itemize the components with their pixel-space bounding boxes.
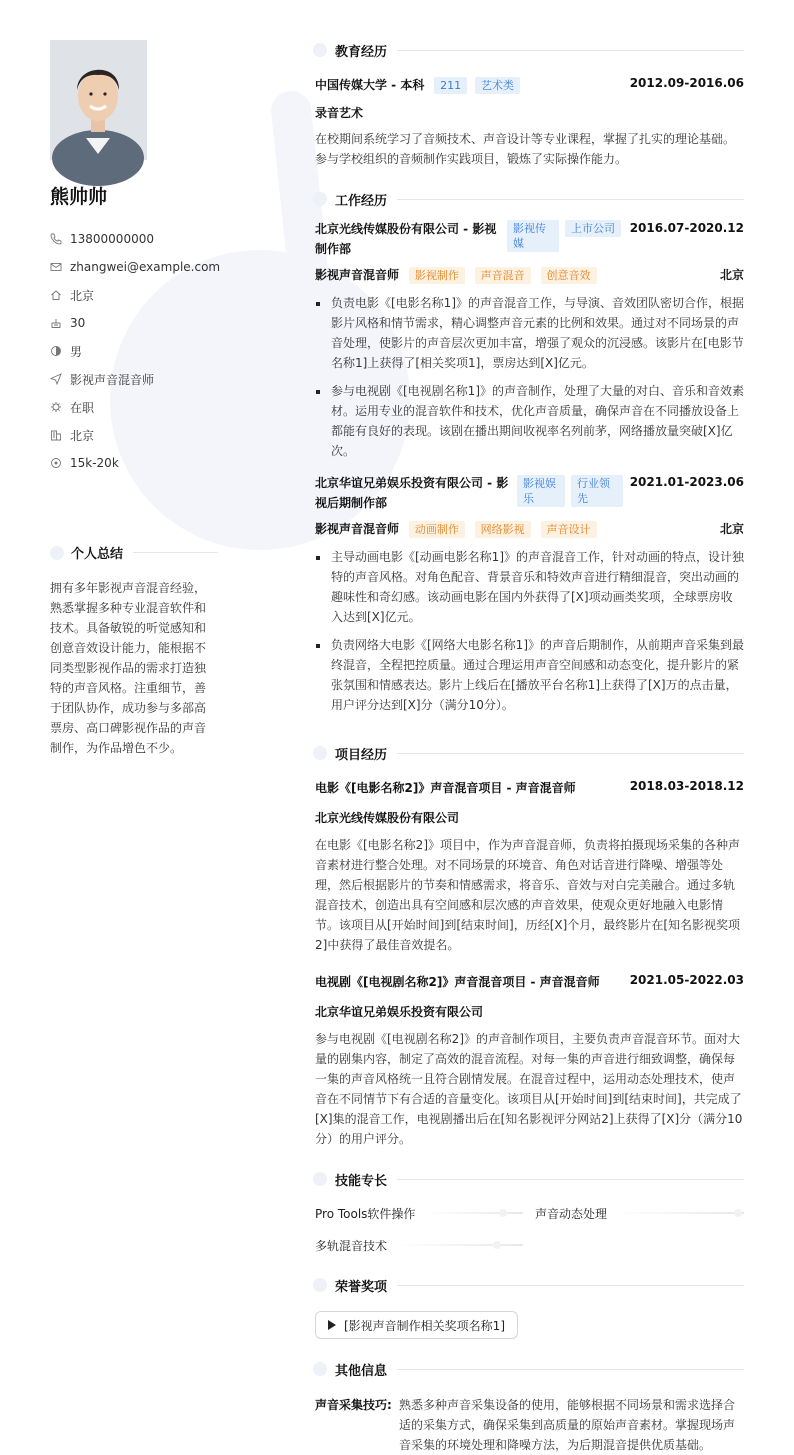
position-icon xyxy=(50,373,62,385)
email-icon xyxy=(50,261,62,273)
main-content xyxy=(315,40,744,1455)
project-description: 参与电视剧《[电视剧名称2]》的声音制作项目，主要负责声音混音环节。面对大量的剧集内容，制定了高效的混音流程。对每一集的声音进行细致调整，确保每一集的声音风格统一且符合剧情发展。在混音过程中，运用动态处理技术，使声音在不同情节下有合适的音量变化。该项目从[开始时间]到[结束时间]，共完成了[X]集的混音工作，电视剧播出后在[知名影视评分网站2]上获得了[X]分（满分10分）的用户评分。 xyxy=(315,1032,743,1146)
info-position xyxy=(50,365,220,393)
project-date: 2021.05-2022.03 xyxy=(629,973,744,987)
skill-level-bar xyxy=(423,1212,523,1214)
section-dot-icon xyxy=(313,192,327,206)
contact-info-list xyxy=(50,225,220,477)
skill-tag: 动画制作 xyxy=(409,521,465,538)
education-section-title: 教育经历 xyxy=(315,40,744,60)
education-header xyxy=(315,76,744,94)
info-status xyxy=(50,393,220,421)
skills-row xyxy=(315,1229,744,1261)
project-company: 北京光线传媒股份有限公司 xyxy=(315,811,460,825)
info-phone xyxy=(50,225,220,253)
position-text: 影视声音混音师 xyxy=(70,372,155,387)
job-city: 北京 xyxy=(719,268,744,282)
salary-icon xyxy=(50,457,62,469)
school-name: 中国传媒大学 - 本科 xyxy=(315,78,425,92)
job-bullet: 主导动画电影《[动画电影名称1]》的声音混音工作，针对动画的特点，设计独特的声音风格。对角色配音、背景音乐和特效声音进行精细混音，突出动画的趣味性和奇幻感。该动画电影在国内外获得了[X]项动画类奖项，全球票房收入达到[X]亿元。 xyxy=(315,547,744,627)
award-name: [影视声音制作相关奖项名称1] xyxy=(344,1318,505,1333)
section-dot-icon xyxy=(313,1172,327,1186)
project-header xyxy=(315,779,744,796)
gender-icon xyxy=(50,345,62,357)
status-text: 在职 xyxy=(70,400,95,415)
sidebar xyxy=(50,40,220,477)
job-role-row xyxy=(315,520,744,538)
info-gender xyxy=(50,337,220,365)
home-icon xyxy=(50,289,62,301)
awards-section-title: 荣誉奖项 xyxy=(315,1275,744,1295)
other-info-text: 熟悉多种声音采集设备的使用，能够根据不同场景和需求选择合适的采集方式，确保采集到高质量的原始声音素材。掌握现场声音采集的环境处理和降噪方法，为后期混音提供优质基础。 xyxy=(399,1398,736,1452)
skill-level-knob xyxy=(734,1209,742,1217)
skill-level-knob xyxy=(493,1241,501,1249)
location-text: 北京 xyxy=(70,288,95,303)
skill-item xyxy=(315,1205,535,1222)
info-salary xyxy=(50,449,220,477)
project-name: 电影《[电影名称2]》声音混音项目 - 声音混音师 xyxy=(315,781,576,795)
play-icon xyxy=(328,1320,336,1330)
age-text: 30 xyxy=(70,316,86,330)
company-tag: 上市公司 xyxy=(565,220,621,237)
job-role-row xyxy=(315,266,744,284)
section-dot-icon xyxy=(313,1362,327,1376)
project-description: 在电影《[电影名称2]》项目中，作为声音混音师，负责将拍摄现场采集的各种声音素材进行整合处理。对不同场景的环境音、角色对话音进行降噪、增强等处理，然后根据影片的节奏和情感需求，将音乐、音效与对白完美融合。通过多轨混音技术，创造出具有空间感和层次感的声音效果，使观众更好地融入电影情节。该项目从[开始时间]到[结束时间]，历经[X]个月，最终影片在[知名影视奖项2]中获得了最佳音效提名。 xyxy=(315,838,741,952)
job-city: 北京 xyxy=(719,522,744,536)
education-tag: 211 xyxy=(434,77,467,94)
skill-name: 声音动态处理 xyxy=(535,1206,608,1221)
info-city xyxy=(50,421,220,449)
skills-row xyxy=(315,1197,744,1229)
project-name: 电视剧《[电视剧名称2]》声音混音项目 - 声音混音师 xyxy=(315,975,600,989)
section-divider xyxy=(397,1285,744,1286)
other-section-title: 其他信息 xyxy=(315,1359,744,1379)
other-info-row xyxy=(315,1395,744,1455)
education-date: 2012.09-2016.06 xyxy=(629,76,744,90)
job-bullet: 参与电视剧《[电视剧名称1]》的声音制作，处理了大量的对白、音乐和音效素材。运用专业的混音软件和技术，优化声音质量，确保声音在不同播放设备上都能有良好的表现。该剧在播出期间收视率名列前茅，网络播放量突破[X]亿次。 xyxy=(315,381,744,461)
education-tag: 艺术类 xyxy=(475,77,520,94)
skill-item xyxy=(535,1205,744,1222)
candidate-name: 熊帅帅 xyxy=(50,186,108,208)
projects-section-title: 项目经历 xyxy=(315,743,744,763)
award-item-button[interactable] xyxy=(315,1311,518,1339)
job-header xyxy=(315,219,744,259)
section-dot-icon xyxy=(313,43,327,57)
section-dot-icon xyxy=(313,1278,327,1292)
job-date: 2016.07-2020.12 xyxy=(629,221,744,235)
section-divider xyxy=(397,753,744,754)
skill-level-bar xyxy=(615,1212,744,1214)
skill-tag: 声音混音 xyxy=(475,267,531,284)
email-text: zhangwei@example.com xyxy=(70,260,221,274)
status-icon xyxy=(50,401,62,413)
skill-name: Pro Tools软件操作 xyxy=(315,1206,416,1221)
age-icon xyxy=(50,317,62,329)
phone-text: 13800000000 xyxy=(70,232,154,246)
job-date: 2021.01-2023.06 xyxy=(629,475,744,489)
avatar xyxy=(50,40,147,160)
project-date: 2018.03-2018.12 xyxy=(629,779,744,793)
skill-tag: 声音设计 xyxy=(541,521,597,538)
job-bullets xyxy=(315,293,744,461)
company-tag: 行业领先 xyxy=(571,475,623,507)
profile-photo xyxy=(50,40,147,160)
skill-name: 多轨混音技术 xyxy=(315,1238,388,1253)
other-info-label: 声音采集技巧: xyxy=(315,1398,392,1412)
job-bullets xyxy=(315,547,744,715)
info-location xyxy=(50,281,220,309)
summary-section-title: 个人总结 xyxy=(50,543,218,562)
skill-level-knob xyxy=(499,1209,507,1217)
section-divider xyxy=(133,552,218,553)
work-section-title: 工作经历 xyxy=(315,189,744,209)
section-divider xyxy=(397,1179,744,1180)
section-dot-icon xyxy=(313,746,327,760)
job-header xyxy=(315,473,744,513)
city-icon xyxy=(50,429,62,441)
info-age xyxy=(50,309,220,337)
job-bullet: 负责电影《[电影名称1]》的声音混音工作，与导演、音效团队密切合作，根据影片风格和情节需求，精心调整声音元素的比例和效果。通过对不同场景的声音处理，使影片的声音层次更加丰富，增强了观众的沉浸感。该影片在[电影节名称1]上获得了[相关奖项1]，票房达到[X]亿元。 xyxy=(315,293,744,373)
skill-level-bar xyxy=(395,1244,523,1246)
company-name: 北京华谊兄弟娱乐投资有限公司 - 影视后期制作部 xyxy=(315,476,509,510)
gender-text: 男 xyxy=(70,344,83,359)
salary-text: 15k-20k xyxy=(70,456,119,470)
skills-section-title: 技能专长 xyxy=(315,1169,744,1189)
phone-icon xyxy=(50,233,62,245)
section-divider xyxy=(397,199,744,200)
education-description: 在校期间系统学习了音频技术、声音设计等专业课程，掌握了扎实的理论基础。参与学校组织的音频制作实践项目，锻炼了实际操作能力。 xyxy=(315,132,736,166)
major: 录音艺术 xyxy=(315,106,364,120)
skill-tag: 影视制作 xyxy=(409,267,465,284)
section-dot-icon xyxy=(50,546,64,560)
section-divider xyxy=(397,50,744,51)
section-divider xyxy=(397,1369,744,1370)
summary-text: 拥有多年影视声音混音经验，熟悉掌握多种专业混音软件和技术。具备敏锐的听觉感知和创意音效设计能力，能根据不同类型影视作品的需求打造独特的声音风格。注重细节，善于团队协作，成功参与多部高票房、高口碑影视作品的声音制作，为作品增色不少。 xyxy=(50,581,207,755)
job-bullet: 负责网络大电影《[网络大电影名称1]》的声音后期制作，从前期声音采集到最终混音，全程把控质量。通过合理运用声音空间感和动态变化，提升影片的紧张氛围和情感表达。影片上线后在[播放平台名称1]上获得了[X]万的点击量，用户评分达到[X]分（满分10分）。 xyxy=(315,635,744,715)
info-email xyxy=(50,253,220,281)
project-company: 北京华谊兄弟娱乐投资有限公司 xyxy=(315,1005,484,1019)
company-tag: 影视娱乐 xyxy=(517,475,565,507)
job-role: 影视声音混音师 xyxy=(315,268,400,282)
skill-item xyxy=(315,1237,535,1254)
company-name: 北京光线传媒股份有限公司 - 影视制作部 xyxy=(315,222,497,256)
project-header xyxy=(315,973,744,990)
city-text: 北京 xyxy=(70,428,95,443)
company-tag: 影视传媒 xyxy=(507,220,559,252)
skill-tag: 创意音效 xyxy=(541,267,597,284)
job-role: 影视声音混音师 xyxy=(315,522,400,536)
skill-tag: 网络影视 xyxy=(475,521,531,538)
